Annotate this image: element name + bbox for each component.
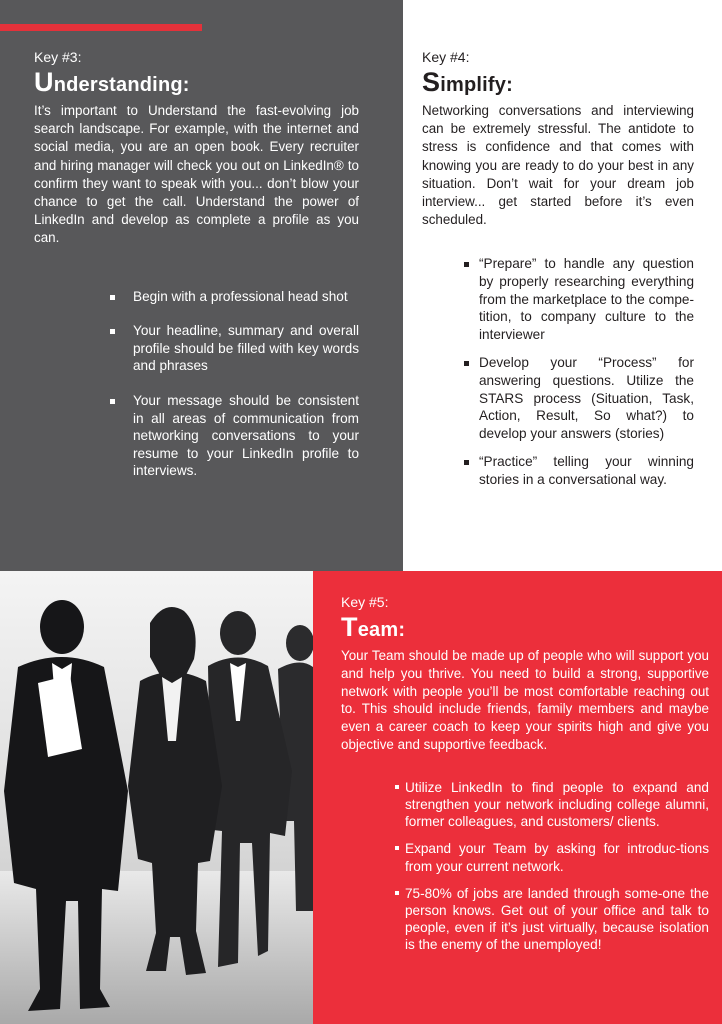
key5-title [341,614,709,643]
list-item [479,354,694,442]
key4-bullet-list [479,255,694,488]
business-people-silhouette-image [0,571,313,1024]
list-item [405,840,709,874]
key4-panel [403,0,722,571]
list-item-text: “Practice” telling your winning stories in a conversational way. [479,454,694,487]
list-item [133,288,359,306]
bullet-icon [464,460,469,465]
list-item-text: Develop your “Process” for answering questions. Utilize the STARS process (Situation, Task, Action, Result, So what?) to develop your answers (stories) [479,355,694,441]
business-team-photo [0,571,313,1024]
bullet-icon [395,891,399,895]
list-item-text: Your message should be consistent in all areas of communication from networking conversations to your resume to your LinkedIn profile to interviews. [133,393,359,479]
key5-bullet-list [405,779,709,954]
bullet-icon [110,329,115,334]
key3-paragraph: It’s important to Understand the fast-evolving job search landscape. For example, with the internet and social media, you are an open book. Every recruiter and hiring manager will check you out on LinkedIn® to confirm they want to speak with you... don’t blow your chance to get the call. Understand the power of LinkedIn and develop as complete a profile as you can. [34,103,359,246]
bullet-icon [110,295,115,300]
list-item-text: Begin with a professional head shot [133,288,348,304]
key5-label: Key #5: [341,594,389,610]
list-item [405,885,709,954]
list-item-text: Expand your Team by asking for introduc-tions from your current network. [405,841,709,874]
key4-title-rest: implify: [440,74,513,96]
key3-title [34,69,359,98]
bullet-icon [464,361,469,366]
list-item [479,255,694,343]
key5-title-rest: eam: [357,619,406,641]
key5-panel [313,571,722,1024]
key4-title-cap: S [422,67,441,97]
bullet-icon [395,846,399,850]
accent-bar [0,24,202,31]
bullet-icon [110,399,115,404]
key5-paragraph: Your Team should be made up of people who will support you and help you thrive. You need to build a strong, supportive network with people you’ll be most comfortable reaching out to. This should include friends, family members and maybe even a career coach to keep your spirits high and give you objective and supportive feedback. [341,648,709,752]
key3-label: Key #3: [34,49,82,65]
list-item [479,453,694,488]
key3-panel [0,0,403,571]
bullet-icon [395,785,399,789]
key4-label: Key #4: [422,49,470,65]
list-item [133,392,359,480]
list-item-text: “Prepare” to handle any question by properly researching everything from the marketplace to the compe-tition, to company culture to the interviewer [479,256,694,342]
list-item-text: 75-80% of jobs are landed through some-one the person knows. Get out of your office and talk to people, even if it’s just virtually, because isolation is the enemy of the unemployed! [405,885,709,953]
key4-paragraph: Networking conversations and interviewing can be extremely stressful. The antidote to stress is confidence and that comes with knowing you are ready to do your best in any situation. Don’t wait for your dream job interview... get started before it’s even scheduled. [422,103,694,228]
bullet-icon [464,262,469,267]
key3-bullet-list [133,288,359,480]
key5-title-cap: T [341,612,358,642]
list-item [405,779,709,831]
key3-title-rest: nderstanding: [53,74,190,96]
list-item-text: Utilize LinkedIn to find people to expand and strengthen your network including college alumni, former colleagues, and customers/ clients. [405,779,709,830]
key4-title [422,69,694,98]
key3-title-cap: U [34,67,54,97]
list-item [133,322,359,375]
list-item-text: Your headline, summary and overall profile should be filled with key words and phrases [133,323,359,374]
